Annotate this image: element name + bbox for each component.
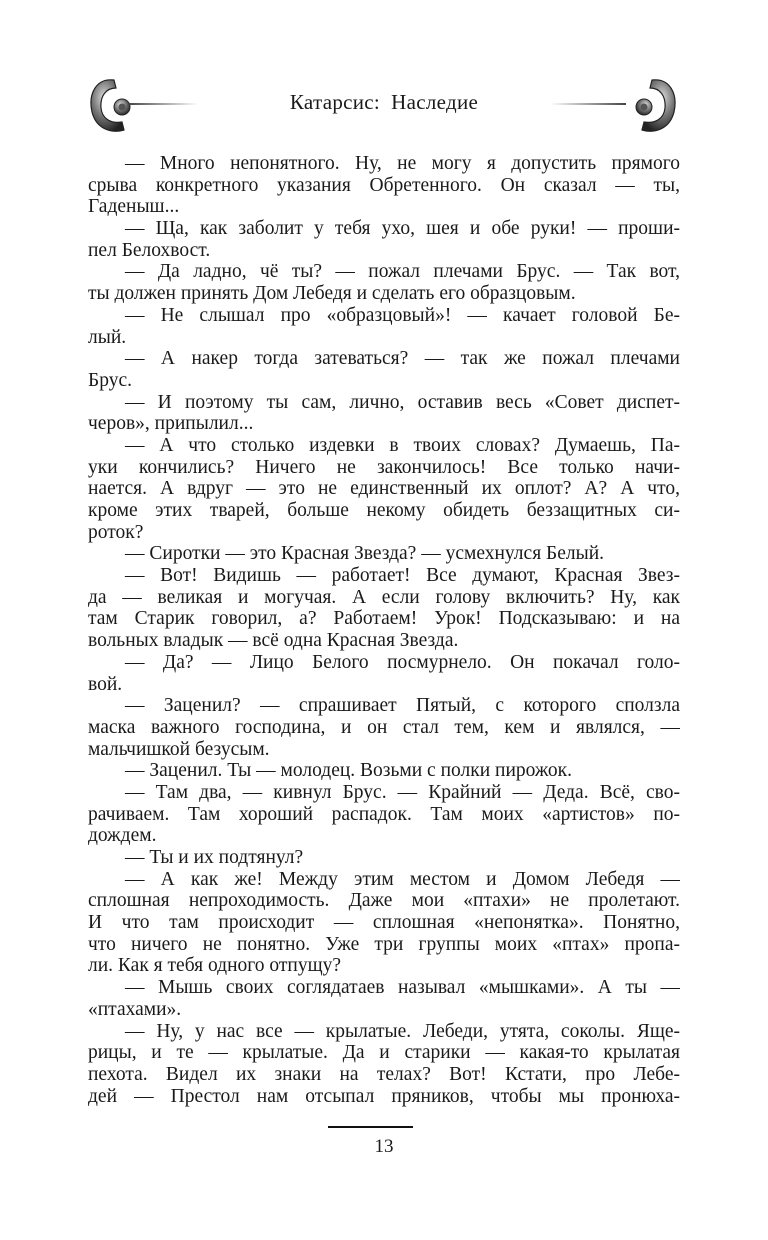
paragraph (88, 435, 680, 543)
text-line: вольных владык — всё одна Красная Звезда. (88, 630, 459, 652)
text-line: — Там два, — кивнул Брус. — Крайний — Деда. Всё, сво- (125, 781, 680, 803)
running-header (0, 70, 768, 140)
paragraph (88, 1021, 680, 1108)
header-rule-right (550, 103, 626, 105)
paragraph (88, 869, 680, 977)
text-line: — Мышь своих соглядатаев называл «мышками». А ты — (125, 977, 680, 999)
paragraph (88, 847, 680, 869)
paragraph (88, 782, 680, 847)
ornament-right-icon (622, 74, 682, 138)
text-line: — Много непонятного. Ну, не могу я допустить прямого (125, 153, 680, 174)
text-line: — Вот! Видишь — работает! Все думают, Красная Звез- (125, 565, 680, 587)
text-line: — Не слышал про «образцовый»! — качает головой Бе- (125, 304, 680, 326)
text-line: — А что столько издевки в твоих словах? Думаешь, Па- (125, 434, 680, 456)
text-line: — Да? — Лицо Белого посмурнело. Он покачал голо- (125, 651, 680, 673)
paragraph (88, 565, 680, 652)
text-line: кроме этих тварей, больше некому обидеть беззащитных си- (88, 500, 680, 521)
text-line: пел Белохвост. (88, 239, 211, 261)
text-line: — И поэтому ты сам, лично, оставив весь «Совет диспет- (125, 391, 680, 413)
paragraph (88, 153, 680, 218)
footer-rule (328, 1126, 413, 1128)
paragraph (88, 218, 680, 261)
text-line: срыва конкретного указания Обретенного. Он сказал — ты, (88, 174, 680, 196)
text-line: дей — Престол нам отсыпал пряников, чтобы мы пронюха- (88, 1085, 680, 1107)
text-line: Брус. (88, 369, 132, 391)
page-body-text (88, 153, 680, 1107)
text-line: — Заценил. Ты — молодец. Возьми с полки пирожок. (125, 760, 572, 782)
text-line: рицы, и те — крылатые. Да и старики — какая-то крылатая (88, 1042, 680, 1064)
text-line: — Заценил? — спрашивает Пятый, с которого сползла (125, 695, 680, 717)
text-line: черов», припылил... (88, 413, 254, 435)
text-line: лый. (88, 326, 127, 348)
text-line: — А накер тогда затеваться? — так же пожал плечами (125, 348, 680, 370)
text-line: уки кончились? Ничего не закончилось! Все только начи- (88, 456, 680, 478)
text-line: маска важного господина, и он стал тем, кем и являлся, — (88, 716, 680, 738)
text-line: сплошная непроходимость. Даже мои «птахи» не пролетают. (88, 890, 680, 912)
paragraph (88, 261, 680, 304)
paragraph (88, 392, 680, 435)
paragraph (88, 543, 680, 565)
paragraph (88, 348, 680, 391)
paragraph (88, 305, 680, 348)
text-line: ли. Как я тебя одного отпущу? (88, 955, 342, 977)
paragraph (88, 977, 680, 1020)
text-line: — Ну, у нас все — крылатые. Лебеди, утята, соколы. Яще- (125, 1020, 680, 1042)
text-line: — Ща, как заболит у тебя ухо, шея и обе руки! — проши- (125, 218, 680, 240)
book-title: Катарсис: Наследие (289, 90, 479, 114)
text-line: что ничего не понятно. Уже три группы моих «птах» пропа- (88, 933, 680, 955)
paragraph (88, 695, 680, 760)
text-line: — Ты и их подтянул? (125, 847, 304, 868)
text-line: вой. (88, 673, 123, 695)
text-line: пехота. Видел их знаки на телах? Вот! Кстати, про Лебе- (88, 1063, 680, 1085)
text-line: да — великая и могучая. А если голову включить? Ну, как (88, 586, 680, 608)
text-line: рачиваем. Там хороший распадок. Там моих «артистов» по- (88, 803, 680, 825)
text-line: мальчишкой безусым. (88, 738, 270, 760)
paragraph (88, 652, 680, 695)
text-line: ты должен принять Дом Лебедя и сделать его образцовым. (88, 283, 576, 305)
text-line: роток? (88, 521, 144, 543)
text-line: Гаденыш... (88, 196, 180, 218)
text-line: — А как же! Между этим местом и Домом Лебедя — (125, 868, 680, 890)
text-line: там Старик говорил, а? Работаем! Урок! Подсказываю: и на (88, 608, 680, 630)
text-line: «птахами». (88, 998, 182, 1020)
text-line: дождем. (88, 825, 157, 847)
page-number: 13 (374, 1136, 394, 1157)
text-line: — Да ладно, чё ты? — пожал плечами Брус. — Так вот, (125, 261, 680, 283)
text-line: И что там происходит — сплошная «непонятка». Понятно, (88, 912, 680, 934)
text-line: нается. А вдруг — это не единственный их оплот? А? А что, (88, 478, 680, 500)
text-line: — Сиротки — это Красная Звезда? — усмехнулся Белый. (125, 543, 605, 565)
paragraph (88, 760, 680, 782)
